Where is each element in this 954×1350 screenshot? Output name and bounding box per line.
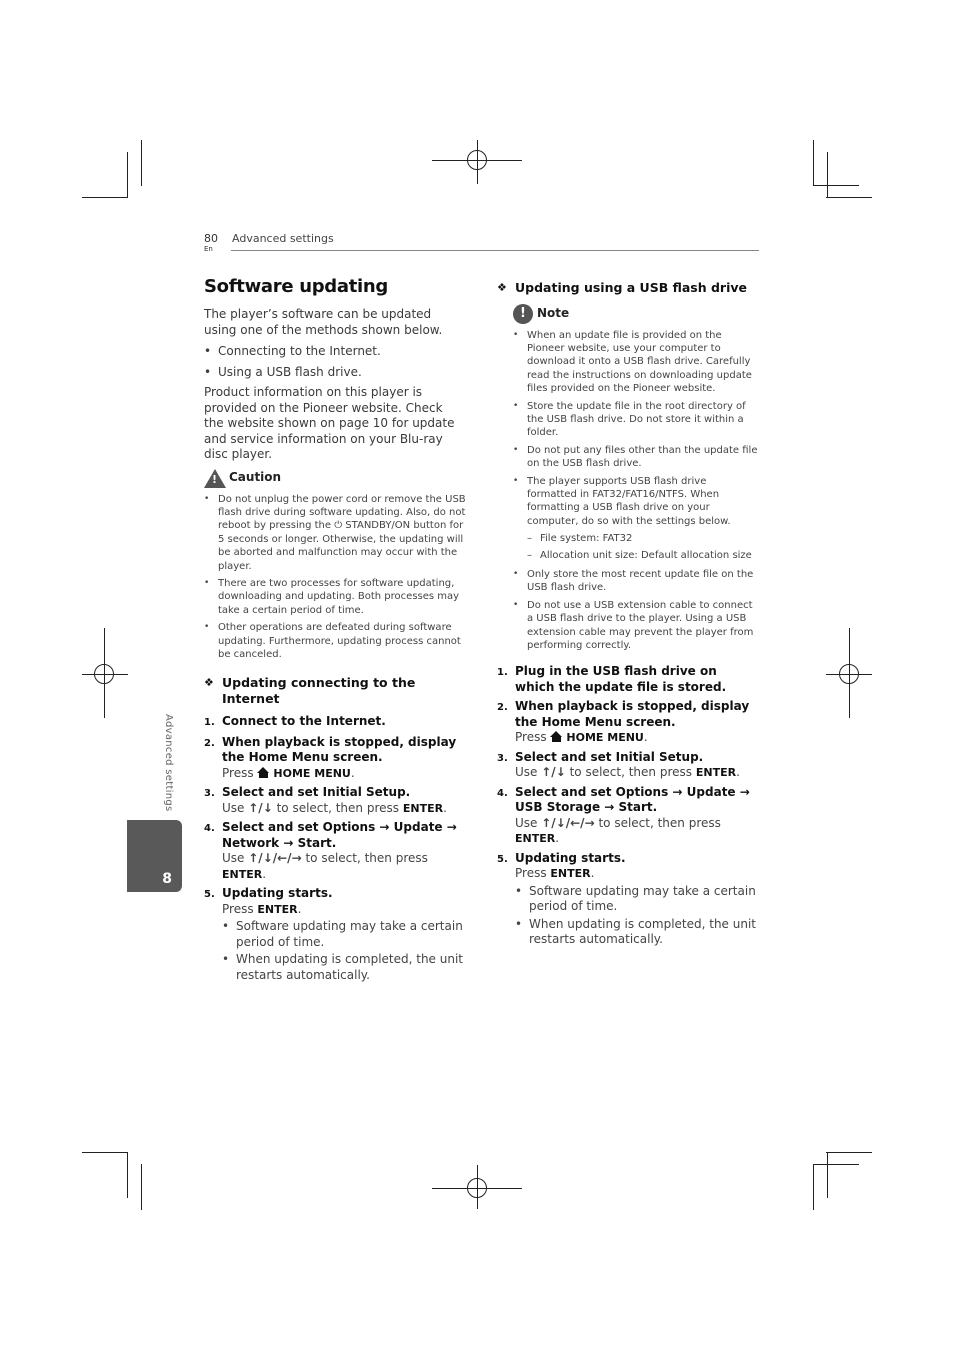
arrow-right-icon: →: [604, 800, 615, 815]
left-column: [204, 276, 466, 989]
home-icon: [550, 731, 563, 742]
page-language: En: [204, 245, 213, 253]
running-header: Advanced settings: [232, 232, 334, 245]
arrow-keys-icon: ↑/↓: [248, 800, 273, 815]
chapter-tab: [127, 820, 182, 892]
arrow-right-icon: →: [739, 784, 750, 799]
arrow-right-icon: →: [446, 820, 457, 835]
page-title: Software updating: [204, 276, 388, 297]
internet-section-heading: ❖ Updating connecting to the Internet: [204, 675, 416, 706]
list-item: • When updating is completed, the unit restarts automatically.: [515, 916, 756, 947]
list-item: • Store the update file in the root directory of the USB flash drive. Do not store it within a folder.: [513, 400, 746, 439]
usb-section-heading: ❖ Updating using a USB flash drive: [497, 280, 747, 295]
sub-list-item: – Allocation unit size: Default allocation size: [527, 549, 752, 561]
list-item: • There are two processes for software updating, downloading and updating. Both processes may take a certain period of time.: [204, 577, 460, 616]
step-2: 2. When playback is stopped, display the Home Menu screen. Press HOME MENU.: [204, 734, 457, 780]
arrow-keys-icon: ↑/↓/←/→: [248, 851, 302, 866]
info-paragraph: Product information on this player is provided on the Pioneer website. Check the website shown on page 10 for update and service information on your Blu-ray disc player.: [204, 385, 455, 461]
step-1: 1. Plug in the USB flash drive on which the update file is stored.: [497, 664, 727, 694]
warning-icon: !: [204, 469, 226, 488]
arrow-keys-icon: ↑/↓/←/→: [541, 815, 595, 830]
side-tab-label: Advanced settings: [163, 714, 174, 812]
list-item: • Do not use a USB extension cable to connect a USB flash drive to the player. Using a USB extension cable may prevent the player from performing correctly.: [513, 599, 754, 652]
step-2: 2. When playback is stopped, display the Home Menu screen. Press HOME MENU.: [497, 699, 750, 745]
step-3: 3. Select and set Initial Setup. Use ↑/↓ to select, then press ENTER.: [497, 749, 740, 780]
list-item: • Only store the most recent update file on the USB flash drive.: [513, 569, 754, 594]
diamond-icon: ❖: [497, 281, 507, 294]
step-3: 3. Select and set Initial Setup. Use ↑/↓ to select, then press ENTER.: [204, 785, 447, 815]
chapter-number: 8: [162, 871, 172, 887]
arrow-right-icon: →: [379, 820, 390, 835]
list-item: • Connecting to the Internet.: [204, 344, 381, 358]
arrow-right-icon: →: [672, 784, 683, 799]
right-column: [497, 280, 759, 954]
note-heading: ! Note: [513, 304, 759, 324]
arrow-right-icon: →: [283, 835, 294, 850]
list-item: • Do not unplug the power cord or remove the USB flash drive during software updating. Also, do not reboot by pressing the ⏻ STANDBY/ON button for 5 seconds or longer. Otherwise, the updating will be aborted and malfunction may occur with the player.: [204, 493, 466, 572]
sub-list-item: – File system: FAT32: [527, 533, 633, 545]
note-list: [513, 329, 759, 653]
step-1: 1. Connect to the Internet.: [204, 714, 386, 729]
note-icon: !: [513, 304, 533, 324]
step-5: 5. Updating starts. Press ENTER. • Software updating may take a certain period of time. • When updating is completed, the unit restarts automatically.: [204, 886, 466, 985]
list-item: • The player supports USB flash drive formatted in FAT32/FAT16/NTFS. When formatting a USB flash drive on your computer, do so with the settings below.: [513, 475, 731, 527]
arrow-keys-icon: ↑/↓: [541, 765, 566, 780]
step-4: 4. Select and set Options → Update → Network → Start. Use ↑/↓/←/→ to select, then press ENTER.: [204, 820, 457, 881]
step-5: 5. Updating starts. Press ENTER. • Software updating may take a certain period of time. • When updating is completed, the unit restarts automatically.: [497, 851, 759, 950]
home-icon: [257, 767, 270, 778]
list-item: • Other operations are defeated during software updating. Furthermore, updating process cannot be canceled.: [204, 622, 461, 660]
list-item: • When updating is completed, the unit restarts automatically.: [222, 952, 463, 982]
list-item: • When an update file is provided on the Pioneer website, use your computer to download it onto a USB flash drive. Carefully read the instructions on downloading update files provided on the Pioneer website.: [513, 329, 752, 395]
list-item: • Software updating may take a certain period of time.: [515, 883, 756, 914]
caution-list: [204, 493, 466, 662]
list-item: • Do not put any files other than the update file on the USB flash drive.: [513, 444, 758, 470]
intro-paragraph: The player’s software can be updated using one of the methods shown below.: [204, 307, 443, 337]
list-item: • Software updating may take a certain period of time.: [222, 919, 463, 949]
page-number: 80: [204, 232, 218, 245]
diamond-icon: ❖: [204, 676, 214, 690]
header-rule: [231, 250, 759, 251]
list-item: • Using a USB flash drive.: [204, 364, 362, 379]
step-4: 4. Select and set Options → Update → USB Storage → Start. Use ↑/↓/←/→ to select, then press ENTER.: [497, 784, 750, 846]
caution-heading: ! Caution: [204, 469, 466, 488]
